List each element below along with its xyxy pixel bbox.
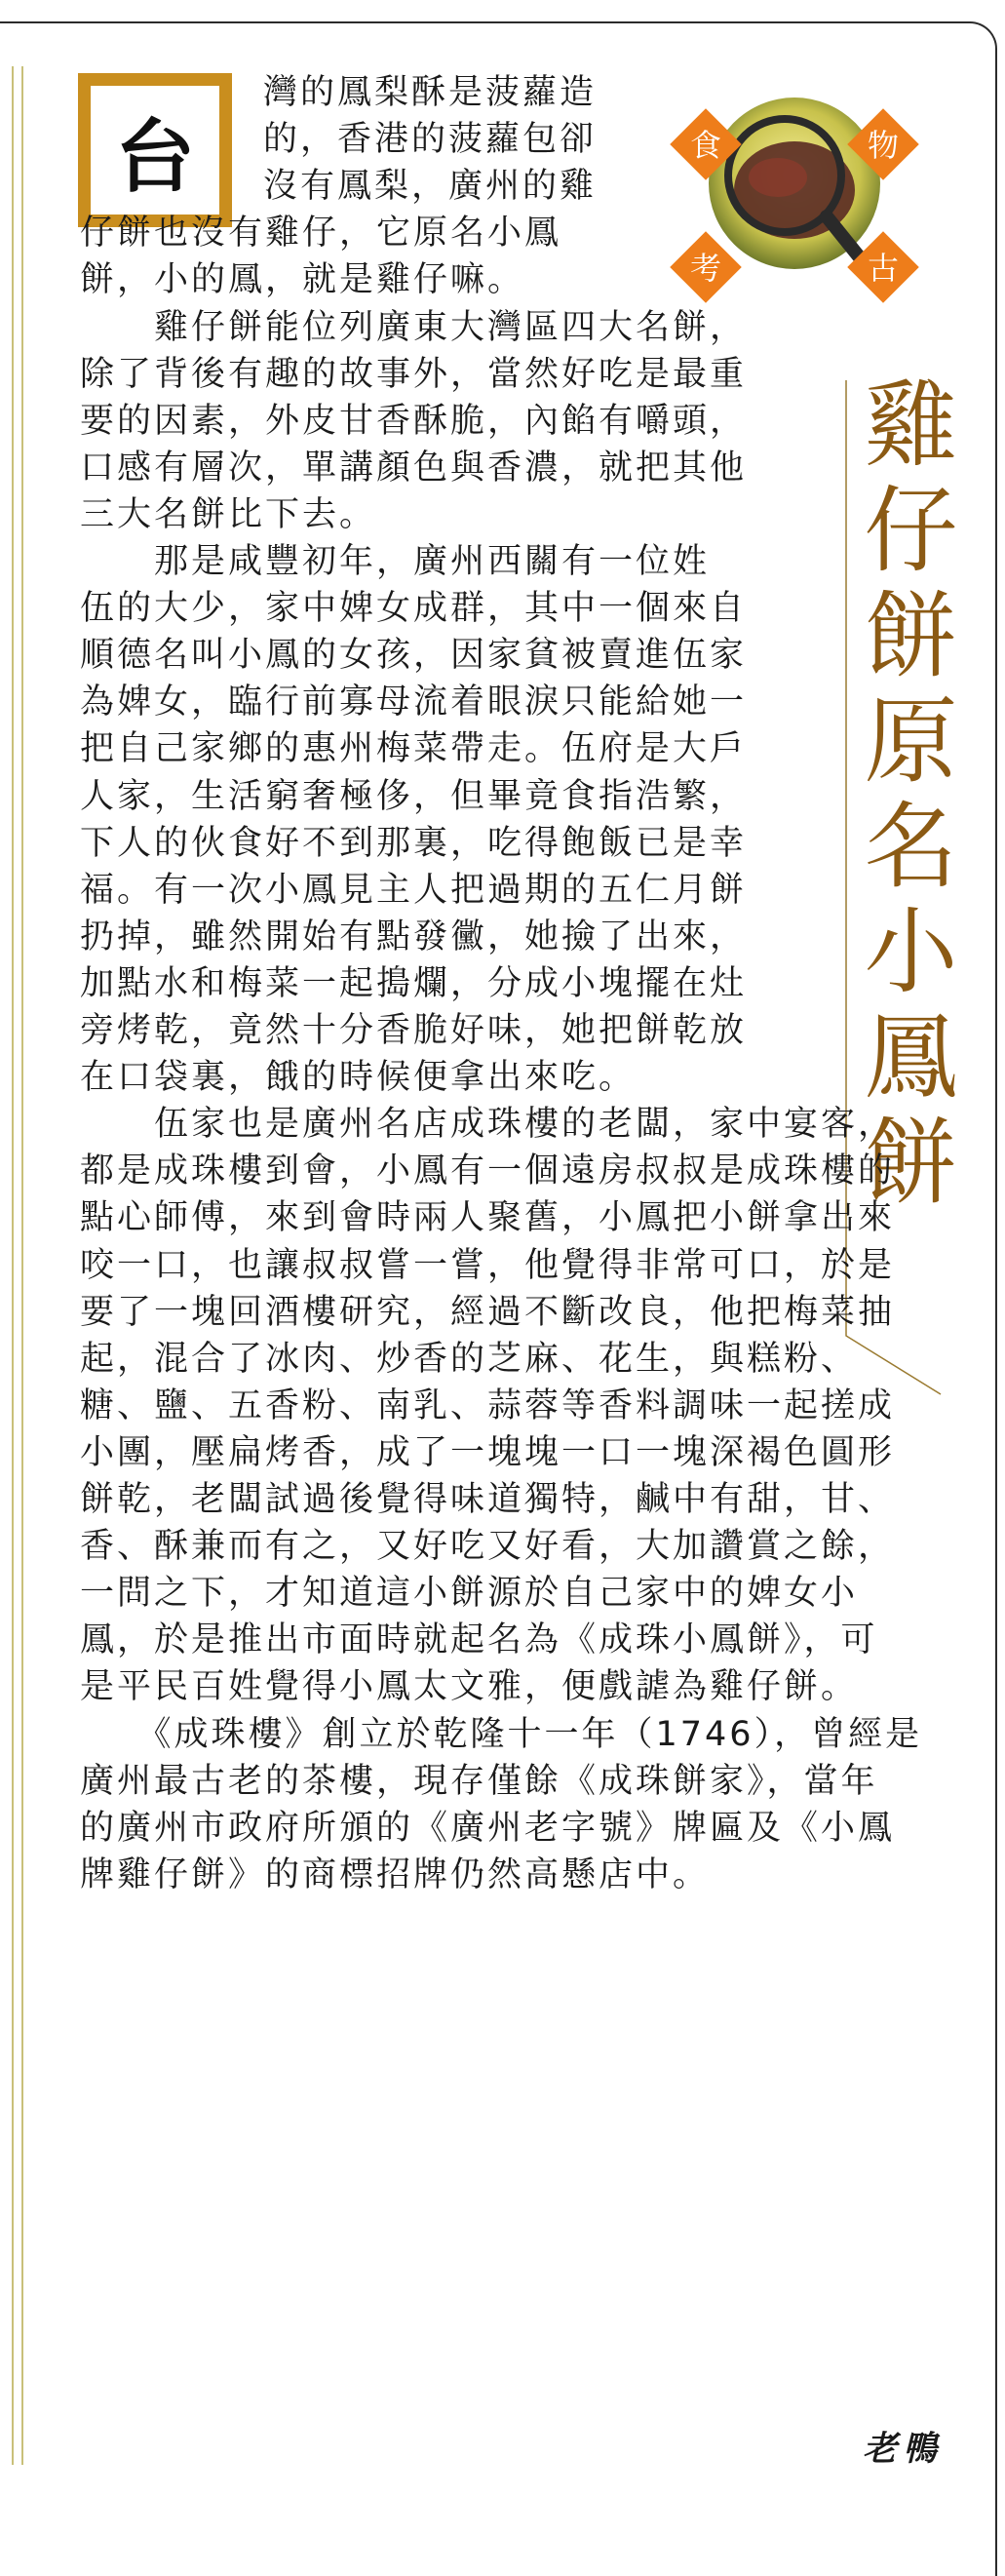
- left-rule-inner: [21, 66, 23, 2465]
- body-line: 餅，小的鳳，就是雞仔嘛。: [80, 260, 525, 300]
- body-line: 那是咸豐初年，廣州西關有一位姓: [80, 542, 711, 581]
- body-line: 扔掉，雖然開始有點發黴，她撿了出來，: [80, 917, 748, 956]
- body-line: 是平民百姓覺得小鳳太文雅，便戲謔為雞仔餅。: [80, 1667, 859, 1707]
- body-line: 旁烤乾，竟然十分香脆好味，她把餅乾放: [80, 1011, 748, 1050]
- body-line: 要了一塊回酒樓研究，經過不斷改良，他把梅菜抽: [80, 1292, 896, 1332]
- drop-cap-char: 台: [91, 86, 219, 215]
- author-signature: 老鴨: [863, 2430, 944, 2469]
- body-line: 口感有層次，單講顏色與香濃，就把其他: [80, 448, 748, 488]
- body-line: 沒有鳳梨，廣州的雞: [263, 167, 598, 207]
- body-line: 餅乾，老闆試過後覺得味道獨特，鹹中有甜，甘、: [80, 1480, 896, 1519]
- body-line: 灣的鳳梨酥是菠蘿造: [263, 73, 598, 112]
- body-line: 人家，生活窮奢極侈，但畢竟食指浩繁，: [80, 776, 748, 816]
- badge-diamond-examine: [670, 231, 742, 303]
- body-line: 糖、鹽、五香粉、南乳、蒜蓉等香料調味一起搓成: [80, 1386, 896, 1425]
- body-line: 順德名叫小鳳的女孩，因家貧被賣進伍家: [80, 636, 748, 676]
- body-line: 《成珠樓》創立於乾隆十一年（1746），曾經是: [80, 1714, 923, 1754]
- body-line: 除了背後有趣的故事外，當然好吃是最重: [80, 354, 748, 394]
- badge-char: 考: [689, 250, 722, 287]
- badge-diamond-ancient: [847, 231, 919, 303]
- body-line: 點心師傅，來到會時兩人聚舊，小鳳把小餅拿出來: [80, 1198, 896, 1238]
- body-line: 鳳，於是推出市面時就起名為《成珠小鳳餅》，可: [80, 1620, 878, 1660]
- body-line: 咬一口，也讓叔叔嘗一嘗，他覺得非常可口，於是: [80, 1245, 896, 1285]
- body-line: 的廣州市政府所頒的《廣州老字號》牌匾及《小鳳: [80, 1808, 896, 1848]
- body-line: 牌雞仔餅》的商標招牌仍然高懸店中。: [80, 1854, 711, 1894]
- body-line: 都是成珠樓到會，小鳳有一個遠房叔叔是成珠樓的: [80, 1151, 896, 1191]
- body-line: 福。有一次小鳳見主人把過期的五仁月餅: [80, 870, 748, 910]
- body-line: 一問之下，才知道這小餅源於自己家中的婢女小: [80, 1574, 859, 1614]
- body-line: 在口袋裏，餓的時候便拿出來吃。: [80, 1058, 637, 1098]
- food-archaeology-badge: [663, 68, 926, 312]
- body-line: 三大名餅比下去。: [80, 494, 377, 534]
- body-line: 把自己家鄉的惠州梅菜帶走。伍府是大戶: [80, 729, 748, 769]
- left-rule: [12, 66, 14, 2465]
- body-line: 要的因素，外皮甘香酥脆，內餡有嚼頭，: [80, 401, 748, 441]
- body-line: 廣州最古老的茶樓，現存僅餘《成珠餅家》，當年: [80, 1761, 878, 1801]
- body-line: 為婢女，臨行前寡母流着眼淚只能給她一: [80, 683, 748, 722]
- body-line: 起，混合了冰肉、炒香的芝麻、花生，與糕粉、: [80, 1339, 859, 1379]
- badge-char: 食: [689, 127, 722, 164]
- badge-char: 古: [867, 250, 900, 287]
- body-line: 仔餅也沒有雞仔，它原名小鳳: [80, 214, 562, 254]
- body-line: 伍的大少，家中婢女成群，其中一個來自: [80, 589, 748, 629]
- body-line: 伍家也是廣州名店成珠樓的老闆，家中宴客，: [80, 1105, 896, 1145]
- body-line: 雞仔餅能位列廣東大灣區四大名餅，: [80, 307, 748, 347]
- article-title: 雞仔餅原名小鳳餅: [849, 375, 958, 1218]
- body-line: 小團，壓扁烤香，成了一塊塊一口一塊深褐色圓形: [80, 1432, 896, 1472]
- body-line: 香、酥兼而有之，又好吃又好看，大加讚賞之餘，: [80, 1527, 896, 1567]
- body-line: 加點水和梅菜一起搗爛，分成小塊擺在灶: [80, 963, 748, 1003]
- badge-char: 物: [867, 127, 900, 164]
- body-line: 下人的伙食好不到那裏，吃得飽飯已是幸: [80, 823, 748, 863]
- drop-cap: [78, 73, 232, 227]
- body-line: 的，香港的菠蘿包卻: [263, 120, 598, 160]
